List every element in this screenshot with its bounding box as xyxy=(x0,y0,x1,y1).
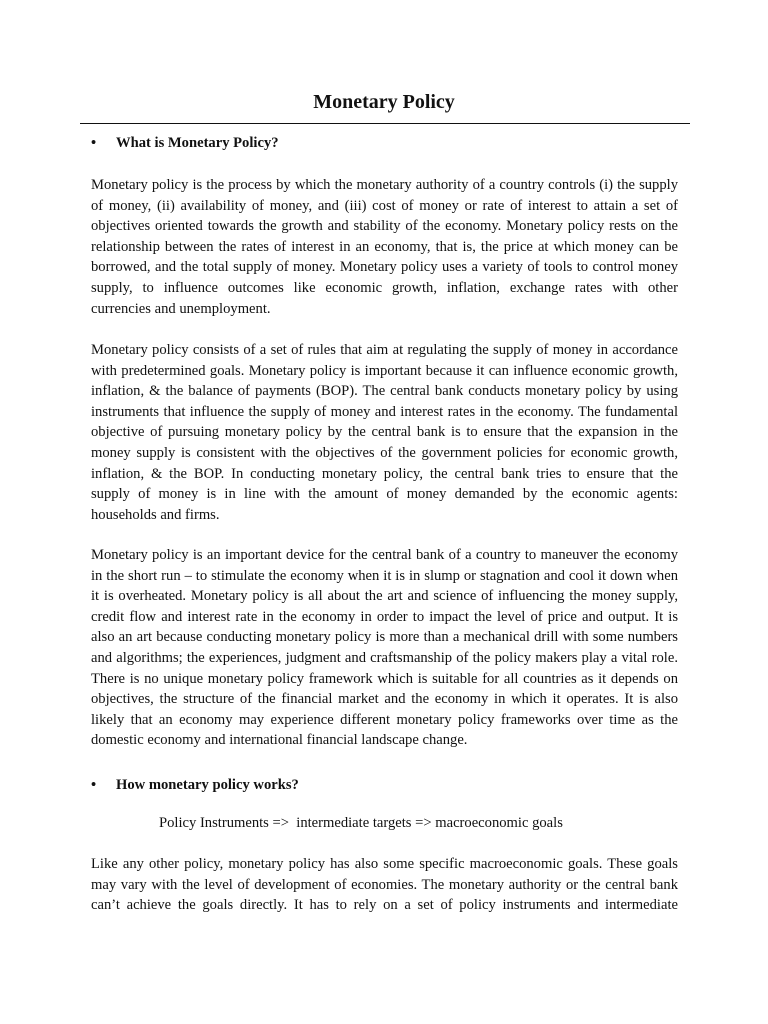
text-line: supply of money is in line with the amount of money demanded by the economic agents: xyxy=(91,486,678,503)
text-line: Like any other policy, monetary policy has also some specific macroeconomic goals. These goals xyxy=(91,856,678,872)
text-line: can’t achieve the goals directly. It has to rely on a set of policy instruments and intermediate xyxy=(91,897,678,914)
text-line: currencies and unemployment. xyxy=(91,300,271,317)
text-line: Monetary policy consists of a set of rules that aim at regulating the supply of money in accordance xyxy=(91,342,678,358)
text-line: instruments that influence the supply of money and interest rates in the economy. The fundamental xyxy=(91,403,678,420)
heading-text: What is Monetary Policy? xyxy=(116,135,279,151)
text-line: with predetermined goals. Monetary policy is important because it can influence economic growth, xyxy=(91,362,678,379)
text-line: Monetary policy is the process by which the monetary authority of a country controls (i) the supply xyxy=(91,177,678,193)
text-line: relationship between the rates of interest in an economy, that is, the price at which money can be xyxy=(91,238,678,255)
text-line: of money, (ii) availability of money, and (iii) cost of money or rate of interest to attain a set of xyxy=(91,197,678,214)
text-line: in the short run – to stimulate the economy when it is in slump or stagnation and cool it down when xyxy=(91,567,678,584)
text-line: There is no unique monetary policy framework which is suitable for all countries as it depends on xyxy=(91,670,678,687)
text-line: and algorithms; the experiences, judgment and craftsmanship of the policy makers play a vital role. xyxy=(91,649,678,666)
title-divider xyxy=(80,123,690,124)
text-line: domestic economy and international financial landscape change. xyxy=(91,732,468,749)
text-line: money supply is consistent with the objectives of the government policies for economic growth, xyxy=(91,444,678,461)
paragraph-3 xyxy=(91,545,678,751)
paragraph-2 xyxy=(91,340,678,525)
text-line: households and firms. xyxy=(91,506,220,523)
text-line: also an art because conducting monetary policy is more than a mechanical drill with some numbers xyxy=(91,629,678,646)
text-line: may vary with the level of development of economies. The monetary authority or the central bank xyxy=(91,876,678,893)
text-line: Monetary policy is an important device for the central bank of a country to maneuver the economy xyxy=(91,547,678,563)
section-heading-how-works xyxy=(91,777,299,794)
heading-text: How monetary policy works? xyxy=(116,777,299,793)
bullet-icon: • xyxy=(91,777,97,793)
page-title: Monetary Policy xyxy=(313,91,455,113)
paragraph-4 xyxy=(91,854,678,916)
section-heading-what-is xyxy=(91,135,279,152)
text-line: supply, to influence outcomes like economic growth, inflation, exchange rates with other xyxy=(91,279,678,296)
text-line: borrowed, and the total supply of money. Monetary policy uses a variety of tools to control money xyxy=(91,259,678,276)
paragraph-1 xyxy=(91,175,678,319)
text-line: it is overheated. Monetary policy is all about the art and science of influencing the money supply, xyxy=(91,588,678,605)
text-line: objectives, the structure of the financial market and the economy in which it operates. It is also xyxy=(91,691,678,708)
text-line: credit flow and interest rate in the economy in order to impact the level of price and output. It is xyxy=(91,608,678,625)
policy-flow-line: Policy Instruments => intermediate targets => macroeconomic goals xyxy=(159,815,563,831)
text-line: likely that an economy may experience different monetary policy frameworks over time as the xyxy=(91,711,678,728)
bullet-icon: • xyxy=(91,135,97,151)
text-line: objectives oriented towards the growth and stability of the economy. Monetary policy rests on the xyxy=(91,218,678,235)
text-line: objective of pursuing monetary policy by the central bank is to ensure that the expansion in the xyxy=(91,424,678,441)
text-line: inflation, & the BOP. In conducting monetary policy, the central bank tries to ensure that the xyxy=(91,465,678,482)
text-line: inflation, & the balance of payments (BOP). The central bank conducts monetary policy by using xyxy=(91,383,678,400)
